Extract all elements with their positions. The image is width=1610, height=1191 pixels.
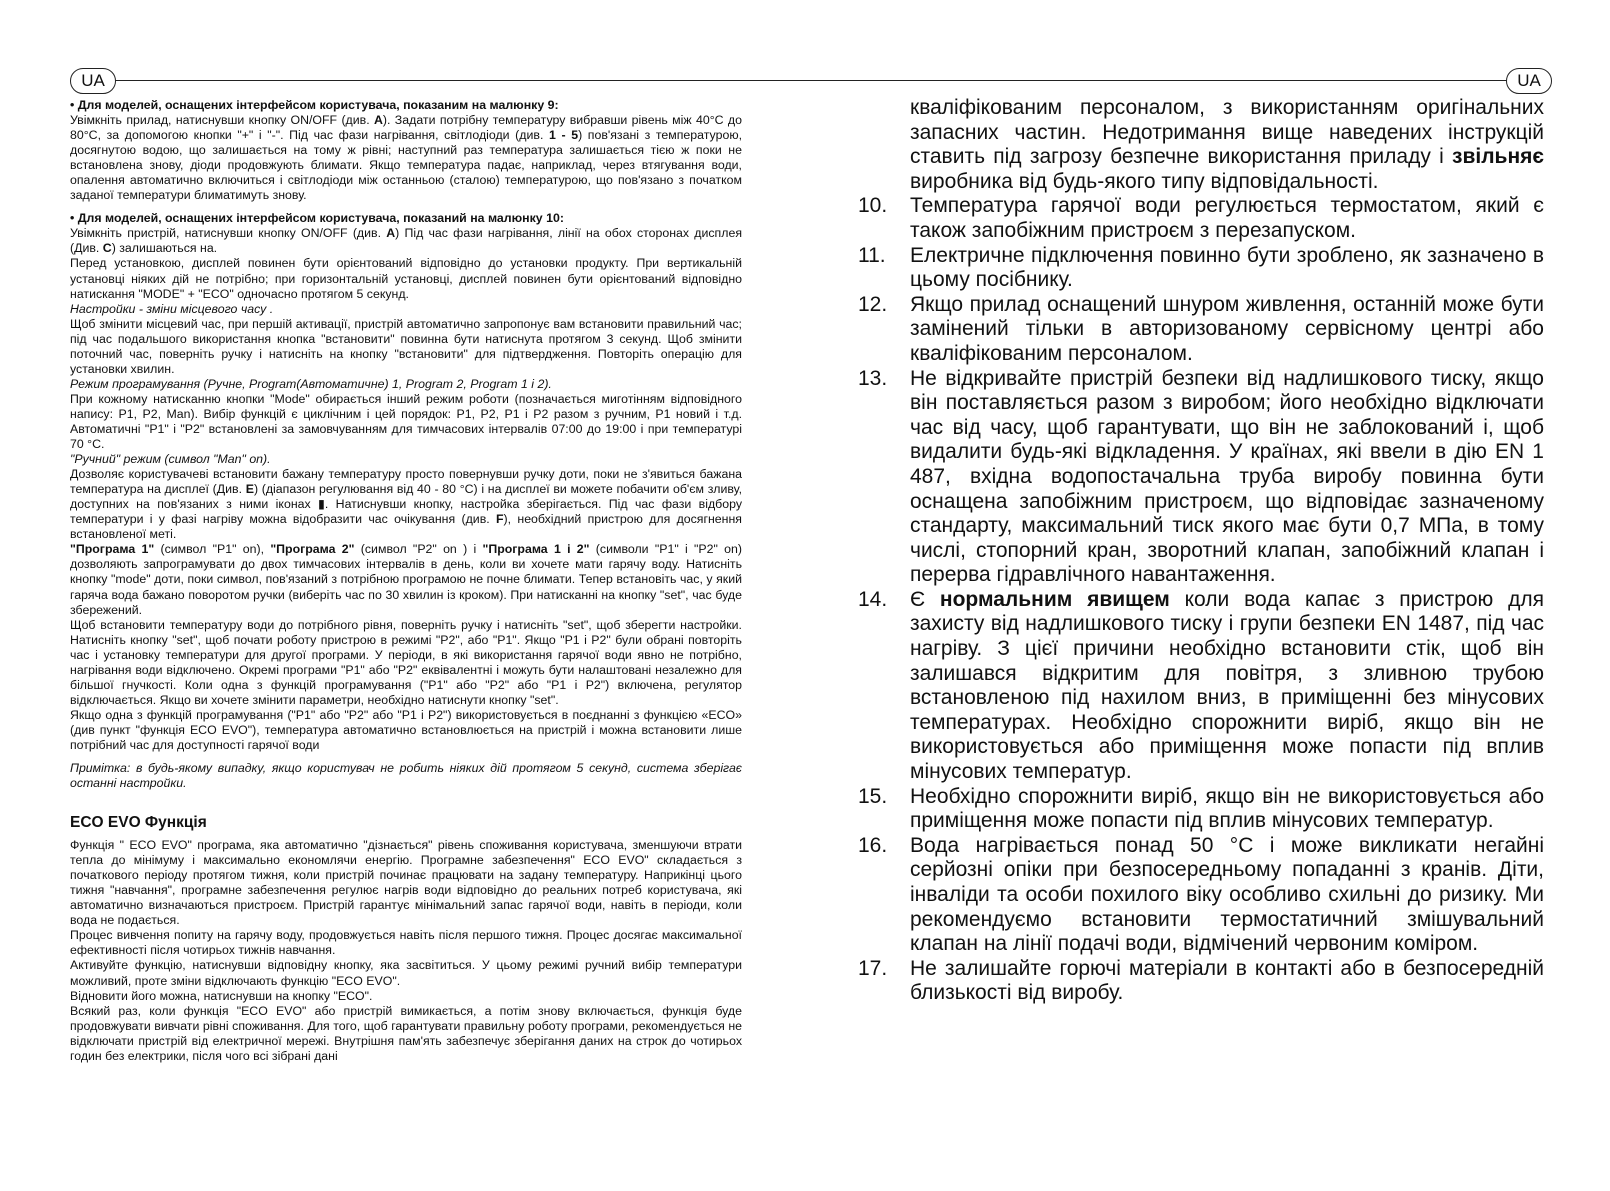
eco-evo-heading: ECO EVO Функція	[70, 814, 207, 832]
language-badge-left: UA	[70, 68, 116, 94]
list-item	[858, 957, 1544, 1006]
list-item	[858, 293, 1544, 367]
item-text: Електричне підключення повинно бути зроблено, як зазначено в цьому посібнику.	[910, 243, 1544, 292]
list-item	[858, 588, 1544, 785]
list-item	[858, 194, 1544, 243]
section-title-fig9: • Для моделей, оснащених інтерфейсом користувача, показаним на малюнку 9:	[70, 98, 559, 112]
left-column	[70, 98, 742, 1064]
time-settings-paragraph: Щоб змінити місцевий час, при першій активації, пристрій автоматично запропонує вам встановити правильний час; під час подальшого використання кнопка "встановити" повинна бути натиснута протягом 3 секунд. Щоб змінити поточний час, поверніть ручку і натисніть на кнопку "встановити" для підтвердження. Повторіть операцію для установки хвилин.	[70, 316, 742, 376]
item-number: 14.	[858, 587, 888, 611]
item-number: 10.	[858, 194, 888, 218]
eco-paragraph-4: Відновити його можна, натиснувши на кнопку "ECO".	[70, 988, 373, 1003]
item-text: Вода нагрівається понад 50 °C і може викликати негайні серйозні опіки при безпосередньому попаданні з кранів. Діти, інваліди та особи похилого віку особливо схильні до ризику. Ми рекомендуємо встановити термостатичний змішувальний клапан на лінії подачі води, відмічений червоним коміром.	[910, 833, 1544, 956]
header-rule	[112, 80, 1512, 81]
item-text: Є нормальним явищем коли вода капає з пристрою для захисту від надлишкового тиску і групи безпеки EN 1487, під час нагріву. З цієї причини необхідно встановити стік, щоб він залишався відкритим для повітря, з зливною трубою встановленою під нахилом вниз, в приміщенні без мінусових температурах. Необхідно спорожнити виріб, якщо він не використовується або приміщення може попасти під вплив мінусових температур.	[910, 587, 1544, 784]
item-number: 12.	[858, 292, 888, 316]
item-text: Не відкривайте пристрій безпеки від надлишкового тиску, якщо він поставляється разом з виробом; його необхідно відключати час від часу, щоб гарантувати, що він не заблокований і, щоб видалити будь-які відкладення. У країнах, які ввели в дію EN 1 487, вхідна водопостачальна труба виробу повинна бути оснащена запобіжним пристроєм, що відповідає зазначеному стандарту, максимальний тиск якого має бути 0,7 МПа, в тому числі, стопорний кран, зворотний клапан, запобіжний клапан і перерва гідравлічного навантаження.	[910, 366, 1544, 587]
item-text: Необхідно спорожнити виріб, якщо він не використовується або приміщення може попасти під вплив мінусових температур.	[910, 784, 1544, 833]
item-number: 15.	[858, 784, 888, 808]
programming-mode-paragraph: При кожному натисканню кнопки "Mode" обирається інший режим роботи (позначається миготінням відповідного напису: P1, P2, Man). Вибір функцій є циклічним і цей порядок: P1, P2, P1 і P2 разом з ручним, P1 новий і т.д. Автоматичні "P1" і "P2" встановлені за замовчуванням для тимчасових інтервалів 07:00 до 19:00 і при температурі 70 °C.	[70, 391, 742, 452]
note-paragraph: Примітка: в будь-якому випадку, якщо користувач не робить ніяких дій протягом 5 секунд, система зберігає останні настройки.	[70, 761, 742, 791]
programs-paragraph: "Програма 1" (символ "P1" on), "Програма 2" (символ "P2" on ) і "Програма 1 і 2" (символи "P1" і "P2" on) дозволяють запрограмувати до двох тимчасових інтервалів в день, коли ви хочете мати гарячу воду. Натисніть кнопку "mode" доти, поки символ, пов'язаний з потрібною програмою не почне блимати. Тепер встановіть час, у який гаряча вода бажано поворотом ручки (виберіть час по 30 хвилин із кроком). При натисканні на кнопку "set", час буде збережений.	[70, 542, 742, 617]
eco-paragraph-5: Всякий раз, коли функція "ECO EVO" або пристрій вимикається, а потім знову включається, функція буде продовжувати вивчати рівні споживання. Для того, щоб гарантувати правильну роботу програми, рекомендується не відключати пристрій від електричної мережі. Внутрішня пам'ять забезпечує зберігання даних на строк до чотирьох годин без електрики, після чого всі зібрані дані	[70, 1003, 742, 1063]
list-item	[858, 834, 1544, 957]
right-column	[858, 96, 1544, 1006]
time-settings-title: Настройки - зміни місцевого часу .	[70, 301, 274, 316]
item-text: Якщо прилад оснащений шнуром живлення, останній може бути замінений тільки в авторизованому сервісному центрі або кваліфікованим персоналом.	[910, 292, 1544, 365]
item-number: 13.	[858, 366, 888, 390]
item-number: 17.	[858, 956, 888, 980]
item-number: 16.	[858, 833, 888, 857]
list-item	[858, 244, 1544, 293]
continued-paragraph: кваліфікованим персоналом, з використанням оригінальних запасних частин. Недотримання вище наведених інструкцій ставить під загрозу безпечне використання приладу і звільняє виробника від будь-якого типу відповідальності.	[910, 96, 1544, 193]
eco-paragraph-3: Активуйте функцію, натиснувши відповідну кнопку, яка засвітиться. У цьому режимі ручний вибір температури можливий, проте зміни відключають функцію "ECO EVO".	[70, 958, 742, 988]
display-orientation-paragraph: Перед установкою, дисплей повинен бути орієнтований відповідно до установки продукту. При вертикальній установці ніяких дій не потрібно; при горизонтальній установці, дисплей повинен бути орієнтований відповідно натискання "MODE" + "ECO" одночасно протягом 5 секунд.	[70, 256, 742, 301]
item-text: Не залишайте горючі матеріали в контакті або в безпосередній близькості від виробу.	[910, 956, 1544, 1005]
item-number: 11.	[858, 243, 886, 267]
fig10-paragraph: Увімкніть пристрій, натиснувши кнопку ON/OFF (див. A) Під час фази нагрівання, лінії на обох сторонах дисплея (Див. C) залишаються на.	[70, 226, 742, 256]
eco-combination-paragraph: Якщо одна з функцій програмування ("P1" або "P2" або "P1 і P2") використовується в поєднанні з функцією «ECO» (див пункт "функція ECO EVO"), температура автоматично встановлюється на пристрій і можна встановити лише потрібний час для доступності гарячої води	[70, 707, 742, 752]
fig9-paragraph: Увімкніть прилад, натиснувши кнопку ON/OFF (див. A). Задати потрібну температуру вибравши рівень між 40°C до 80°C, за допомогою кнопки "+" і "-". Під час фази нагрівання, світлодіоди (див. 1 - 5) пов'язані з температурою, досягнутою водою, що залишається на тому ж рівні; наступний раз температура залишається тією ж поки не встановлена знову, діоди продовжують блимати. Якщо температура падає, наприклад, через втягування води, опалення автоматично включиться і світлодіоди між останньою (сталою) температурою, що пов'язано з початком заданої температури блиматимуть знову.	[70, 113, 743, 203]
section-title-fig10: • Для моделей, оснащених інтерфейсом користувача, показаний на малюнку 10:	[70, 211, 564, 226]
eco-paragraph-2: Процес вивчення попиту на гарячу воду, продовжується навіть після першого тижня. Процес досягає максимальної ефективності після чотирьох тижнів навчання.	[70, 928, 742, 958]
set-temperature-paragraph: Щоб встановити температуру води до потрібного рівня, поверніть ручку і натисніть "set", щоб зберегти настройки. Натисніть кнопку "set", щоб почати роботу пристрою в режимі "P2", або "P1". Якщо "P1 і P2" були обрані повторіть час і установку температури для другої програми. У періоди, в які використання гарячої води явно не потрібно, нагрівання води відключено. Окремі програми "P1" або "P2" еквівалентні і можуть бути налаштовані незалежно для більшої гнучкості. Коли одна з функцій програмування ("P1" або "P2" або "P1 і P2") включена, регулятор відключається. Якщо ви хочете змінити параметри, необхідно натиснути кнопку "set".	[70, 617, 742, 707]
programming-mode-title: Режим програмування (Ручне, Program(Автоматичне) 1, Program 2, Program 1 і 2).	[70, 376, 552, 391]
manual-mode-title: "Ручний" режим (символ "Man" on).	[70, 452, 271, 467]
item-text: Температура гарячої води регулюється термостатом, який є також запобіжним пристроєм з перезапуском.	[910, 194, 1544, 242]
volume-icon: ▮	[318, 497, 325, 512]
list-item	[858, 785, 1544, 834]
manual-mode-paragraph: Дозволяє користувачеві встановити бажану температуру просто повернувши ручку доти, поки не з'явиться бажана температура на дисплеї (Див. E) (діапазон регулювання від 40 - 80 °C) і на дисплеї ви можете побачити об'єм зливу, доступних на пов'язаних з ними іконах ▮. Натиснувши кнопку, настройка зберігається. Під час фази відбору температури і у фазі нагріву можна відобразити час очікування (див. F), необхідний пристрою для досягнення встановленої меті.	[70, 467, 742, 542]
language-badge-right: UA	[1506, 68, 1552, 94]
eco-paragraph-1: Функція " ECO EVO" програма, яка автоматично "дізнається" рівень споживання користувача, зменшуючи втрати тепла до мінімуму і максимально економлячи енергію. Програмне забезпечення" ECO EVO" складається з початкового періоду протягом тижня, коли пристрій починає працювати на задану температуру. Наприкінці цього тижня "навчання", програмне забезпечення регулює нагрів води відповідно до реальних потреб користувача, які автоматично визначаються пристроєм. Пристрій гарантує мінімальний запас гарячої води, навіть в періоди, коли вода не подається.	[70, 838, 742, 928]
list-item	[858, 367, 1544, 588]
